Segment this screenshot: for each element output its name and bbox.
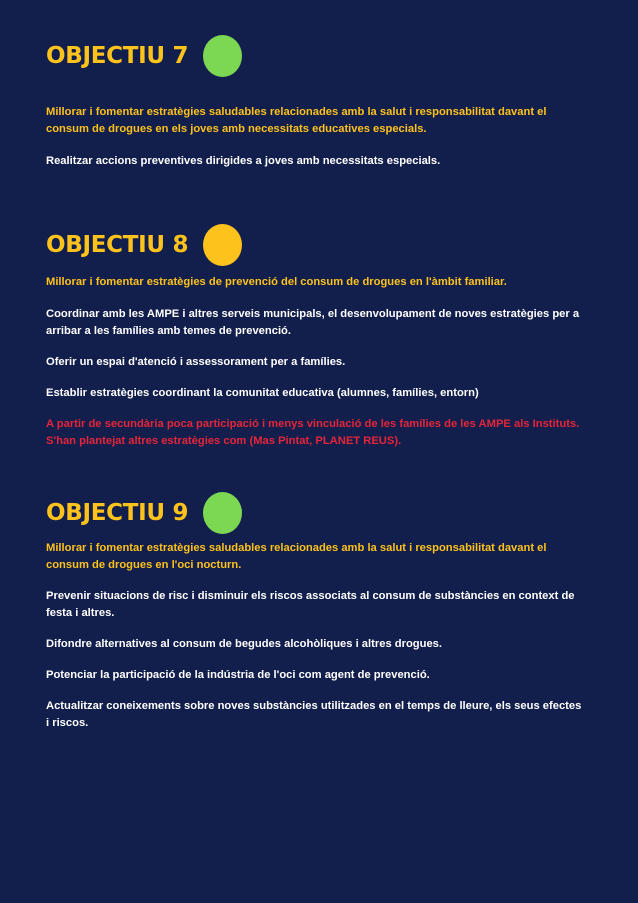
objective-8-status-dot — [203, 224, 242, 266]
objective-8-section — [46, 221, 586, 450]
objective-7-title: OBJECTIU 7 — [46, 43, 189, 69]
objective-8-action-2: Oferir un espai d'atenció i assessorament per a famílies. — [46, 356, 346, 368]
objective-8-note: A partir de secundària poca participació i menys vinculació de les famílies de les AMPE als Instituts. S'han plantejat altres estratègies com (Mas Pintat, PLANET REUS). — [46, 418, 580, 447]
objective-8-action-3: Establir estratègies coordinant la comunitat educativa (alumnes, famílies, entorn) — [46, 387, 479, 399]
objective-9-action-1: Prevenir situacions de risc i disminuir els riscos associats al consum de substàncies en context de festa i altres. — [46, 590, 575, 619]
objective-7-heading-row — [46, 32, 586, 80]
objective-9-action-2: Difondre alternatives al consum de begudes alcohòliques i altres drogues. — [46, 638, 443, 650]
objective-7-section — [46, 32, 586, 170]
objective-8-action-1: Coordinar amb les AMPE i altres serveis municipals, el desenvolupament de noves estratègies per a arribar a les famílies amb temes de prevenció. — [46, 308, 580, 337]
objective-7-status-dot — [203, 35, 242, 77]
objective-9-action-3: Potenciar la participació de la indústria de l'oci com agent de prevenció. — [46, 669, 430, 681]
objective-9-status-dot — [203, 492, 242, 534]
objective-9-section — [46, 489, 586, 732]
objective-8-goal: Millorar i fomentar estratègies de prevenció del consum de drogues en l'àmbit familiar. — [46, 276, 507, 288]
objective-7-action-1: Realitzar accions preventives dirigides a joves amb necessitats especials. — [46, 155, 441, 167]
objective-8-title: OBJECTIU 8 — [46, 232, 189, 258]
objective-7-goal: Millorar i fomentar estratègies saludables relacionades amb la salut i responsabilitat davant el consum de drogues en els joves amb necessitats educatives especials. — [46, 106, 547, 135]
objective-9-title: OBJECTIU 9 — [46, 500, 189, 526]
objective-9-action-4: Actualitzar coneixements sobre noves substàncies utilitzades en el temps de lleure, els seus efectes i riscos. — [46, 700, 582, 729]
objective-9-goal: Millorar i fomentar estratègies saludables relacionades amb la salut i responsabilitat davant el consum de drogues en l'oci nocturn. — [46, 542, 547, 571]
objective-9-heading-row — [46, 489, 586, 537]
objective-8-heading-row — [46, 221, 586, 269]
